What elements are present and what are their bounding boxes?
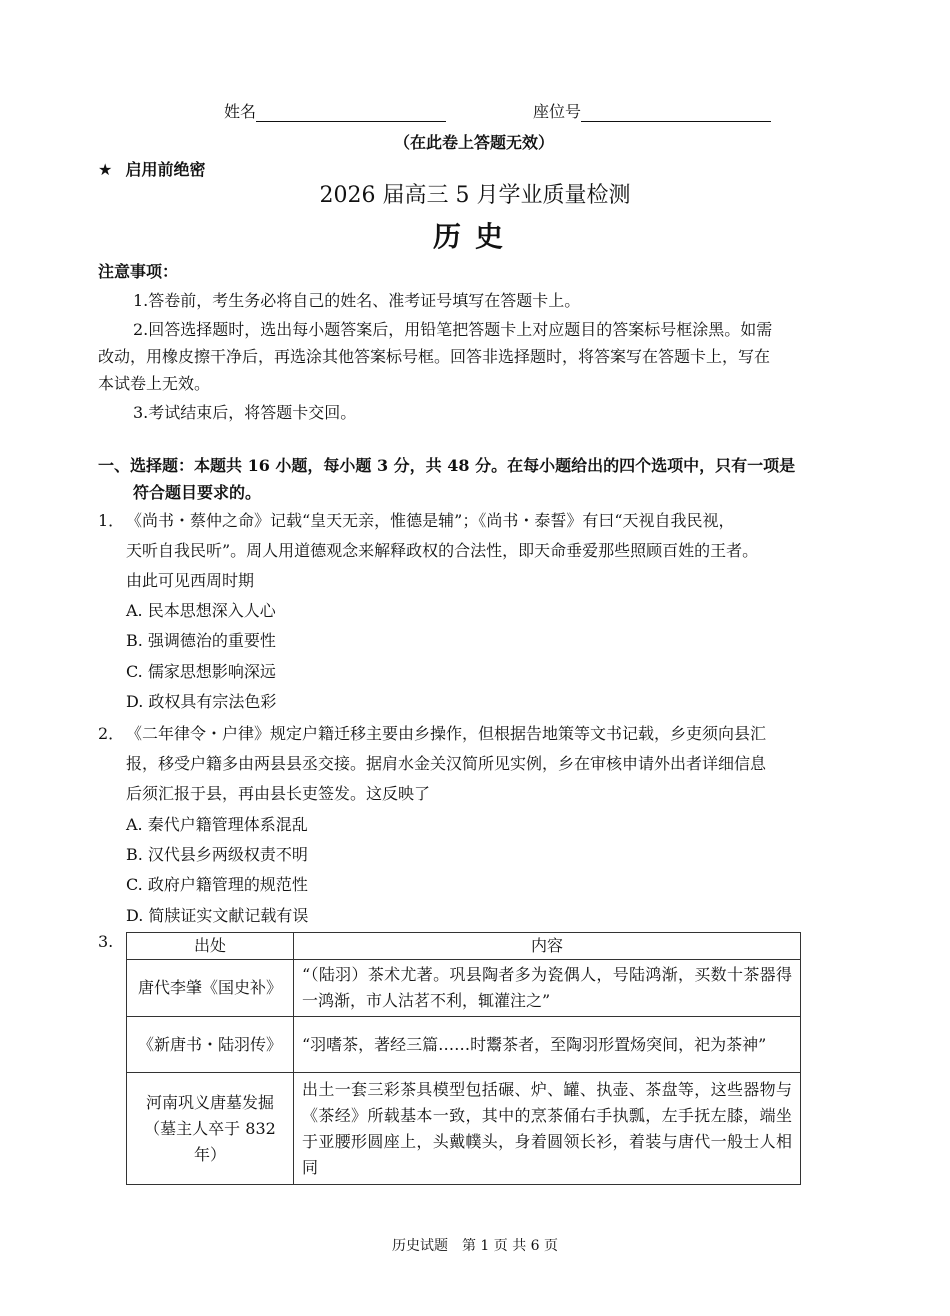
table-row [127,960,801,1017]
page-footer: 历史试题 第 1 页 共 6 页 [391,1238,559,1254]
question-2-line-1: 《二年律令・户律》规定户籍迁移主要由乡操作，但根据告地策等文书记载，乡吏须向县汇 [126,724,767,743]
star-icon: ★ [98,160,113,179]
question-2-option-d: D. 简牍证实文献记载有误 [126,906,309,925]
table-cell-source: 《新唐书・陆羽传》 [127,1017,294,1073]
question-2-option-b: B. 汉代县乡两级权责不明 [126,845,308,864]
subject-title: 历史 [432,220,517,253]
question-2-line-2: 报，移受户籍多由两县县丞交接。据肩水金关汉简所见实例，乡在审核申请外出者详细信息 [126,754,767,773]
secret-label: 启用前绝密 [125,160,206,179]
table-cell-content: 出土一套三彩茶具模型包括碾、炉、罐、执壶、茶盘等，这些器物与《茶经》所载基本一致，其中的烹茶俑右手执瓢，左手抚左膝，端坐于亚腰形圆座上，头戴幞头，身着圆领长衫，着装与唐代一般士人相同 [294,1073,801,1185]
table-header-content: 内容 [294,933,801,960]
name-blank [256,105,446,122]
notice-item-2-line-2: 改动，用橡皮擦干净后，再选涂其他答案标号框。回答非选择题时，将答案写在答题卡上，写在 [98,347,771,366]
question-1-line-1: 《尚书・蔡仲之命》记载“皇天无亲，惟德是辅”；《尚书・泰誓》有曰“天视自我民视， [126,511,735,530]
name-label: 姓名 [224,102,257,121]
notice-item-3: 3.考试结束后，将答题卡交回。 [133,403,357,422]
table-header-source: 出处 [127,933,294,960]
seat-blank [581,105,771,122]
name-field [224,102,446,122]
section-1-heading-line-1: 一、选择题：本题共 16 小题，每小题 3 分，共 48 分。在每小题给出的四个选项中，只有一项是 [98,456,796,475]
table-cell-source: 河南巩义唐墓发掘（墓主人卒于 832 年） [127,1073,294,1185]
notice-item-1: 1.答卷前，考生务必将自己的姓名、准考证号填写在答题卡上。 [133,291,581,310]
question-1-line-3: 由此可见西周时期 [126,571,255,590]
question-1-option-d: D. 政权具有宗法色彩 [126,692,277,711]
table-header-row [127,933,801,960]
notice-heading: 注意事项： [98,262,179,281]
table-row [127,1017,801,1073]
table-cell-content: “（陆羽）茶术尤著。巩县陶者多为瓷偶人，号陆鸿渐，买数十茶器得一鸿渐，市人沽茗不利，辄灌注之” [294,960,801,1017]
question-2-option-c: C. 政府户籍管理的规范性 [126,875,308,894]
question-3-number: 3. [98,932,114,951]
notice-item-2-line-3: 本试卷上无效。 [98,374,211,393]
question-1-number: 1． [98,511,125,530]
question-3-source-table [126,932,801,1185]
question-1-option-c: C. 儒家思想影响深远 [126,662,276,681]
invalid-note: （在此卷上答题无效） [394,133,555,152]
seat-field [533,102,771,122]
question-1-line-2: 天听自我民听”。周人用道德观念来解释政权的合法性，即天命垂爱那些照顾百姓的王者。 [126,541,759,560]
secret-label-row [98,160,205,180]
question-1-option-a: A. 民本思想深入人心 [126,601,276,620]
table-cell-source: 唐代李肇《国史补》 [127,960,294,1017]
question-2-line-3: 后须汇报于县，再由县长吏签发。这反映了 [126,784,431,803]
notice-item-2-line-1: 2.回答选择题时，选出每小题答案后，用铅笔把答题卡上对应题目的答案标号框涂黑。如需 [133,320,773,339]
question-1-option-b: B. 强调德治的重要性 [126,631,276,650]
table-cell-content: “羽嗜茶，著经三篇……时鬻茶者，至陶羽形置炀突间，祀为茶神” [294,1017,801,1073]
section-1-heading-line-2: 符合题目要求的。 [133,483,262,502]
exam-title: 2026 届高三 5 月学业质量检测 [319,183,631,208]
question-2-option-a: A. 秦代户籍管理体系混乱 [126,815,308,834]
question-2-number: 2． [98,724,125,743]
table-row [127,1073,801,1185]
seat-label: 座位号 [533,102,582,121]
